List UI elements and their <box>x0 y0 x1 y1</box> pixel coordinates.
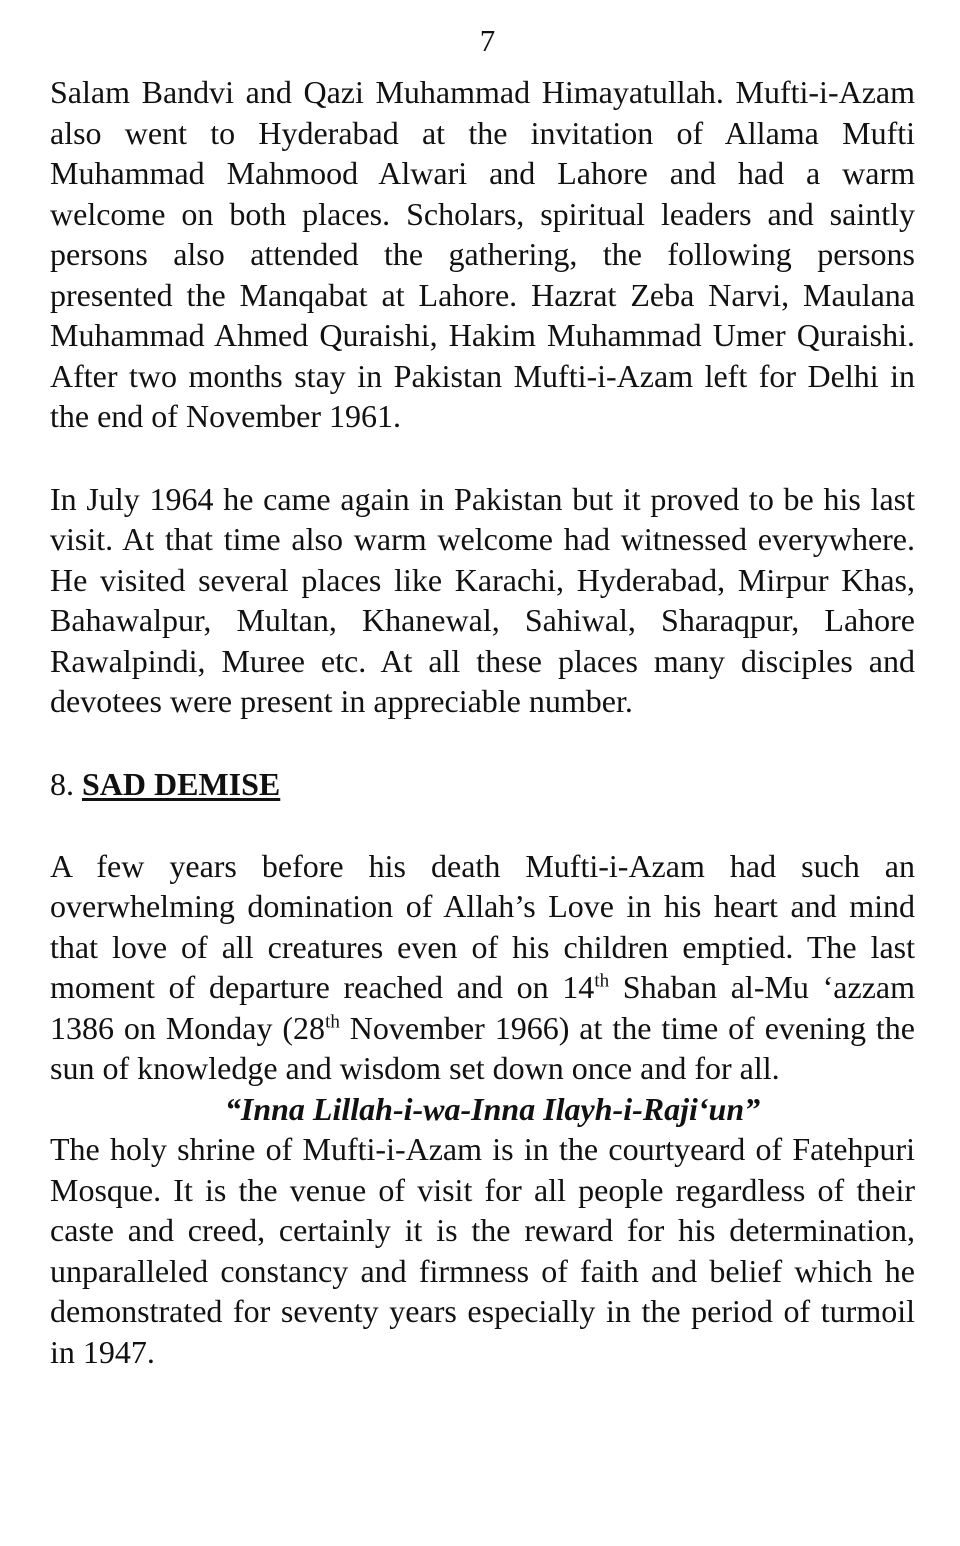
paragraph-1: Salam Bandvi and Qazi Muhammad Himayatullah. Mufti-i-Azam also went to Hyderabad at the invitation of Allama Mufti Muhammad Mahmood Alwari and Lahore and had a warm welcome on both places. Scholars, spiritual leaders and saintly persons also attended the gathering, the following persons presented the Manqabat at Lahore. Hazrat Zeba Narvi, Maulana Muhammad Ahmed Quraishi, Hakim Muhammad Umer Quraishi. After two months stay in Pakistan Mufti-i-Azam left for Delhi in the end of November 1961. <box>50 74 915 434</box>
document-page <box>50 18 915 1372</box>
paragraph-3-part-3: November 1966) at the time of evening the sun of knowledge and wisdom set down once and for all. <box>50 1009 916 1086</box>
section-title: SAD DEMISE <box>82 765 281 802</box>
ordinal-suffix-2: th <box>325 1010 340 1032</box>
paragraph-2: In July 1964 he came again in Pakistan but it proved to be his last visit. At that time also warm welcome had witnessed everywhere. He visited several places like Karachi, Hyderabad, Mirpur Khas, Bahawalpur, Multan, Khanewal, Sahiwal, Sharaqpur, Lahore Rawalpindi, Muree etc. At all these places many disciples and devotees were present in appreciable number. <box>50 480 915 719</box>
section-number: 8. <box>50 765 74 802</box>
paragraph-3 <box>50 846 915 1089</box>
paragraph-3-part-1: A few years before his death Mufti-i-Azam had such an overwhelming domination of Allah’s Love in his heart and mind that love of all creatures even of his children emptied. The last moment of departure reached and on 14 <box>50 847 915 1005</box>
paragraph-4: The holy shrine of Mufti-i-Azam is in the courtyeard of Fatehpuri Mosque. It is the venue of visit for all people regardless of their caste and creed, certainly it is the reward for his determination, unparalleled constancy and firmness of faith and belief which he demonstrated for seventy years especially in the period of turmoil in 1947. <box>50 1131 915 1370</box>
page-number: 7 <box>479 23 496 58</box>
ordinal-suffix-1: th <box>594 970 610 992</box>
section-heading <box>50 764 915 804</box>
quote-line: “Inna Lillah-i-wa-Inna Ilayh-i-Raji‘un” <box>224 1090 761 1127</box>
paragraph-3-part-2: Shaban al-Mu ‘azzam 1386 on Monday (28 <box>50 969 916 1046</box>
